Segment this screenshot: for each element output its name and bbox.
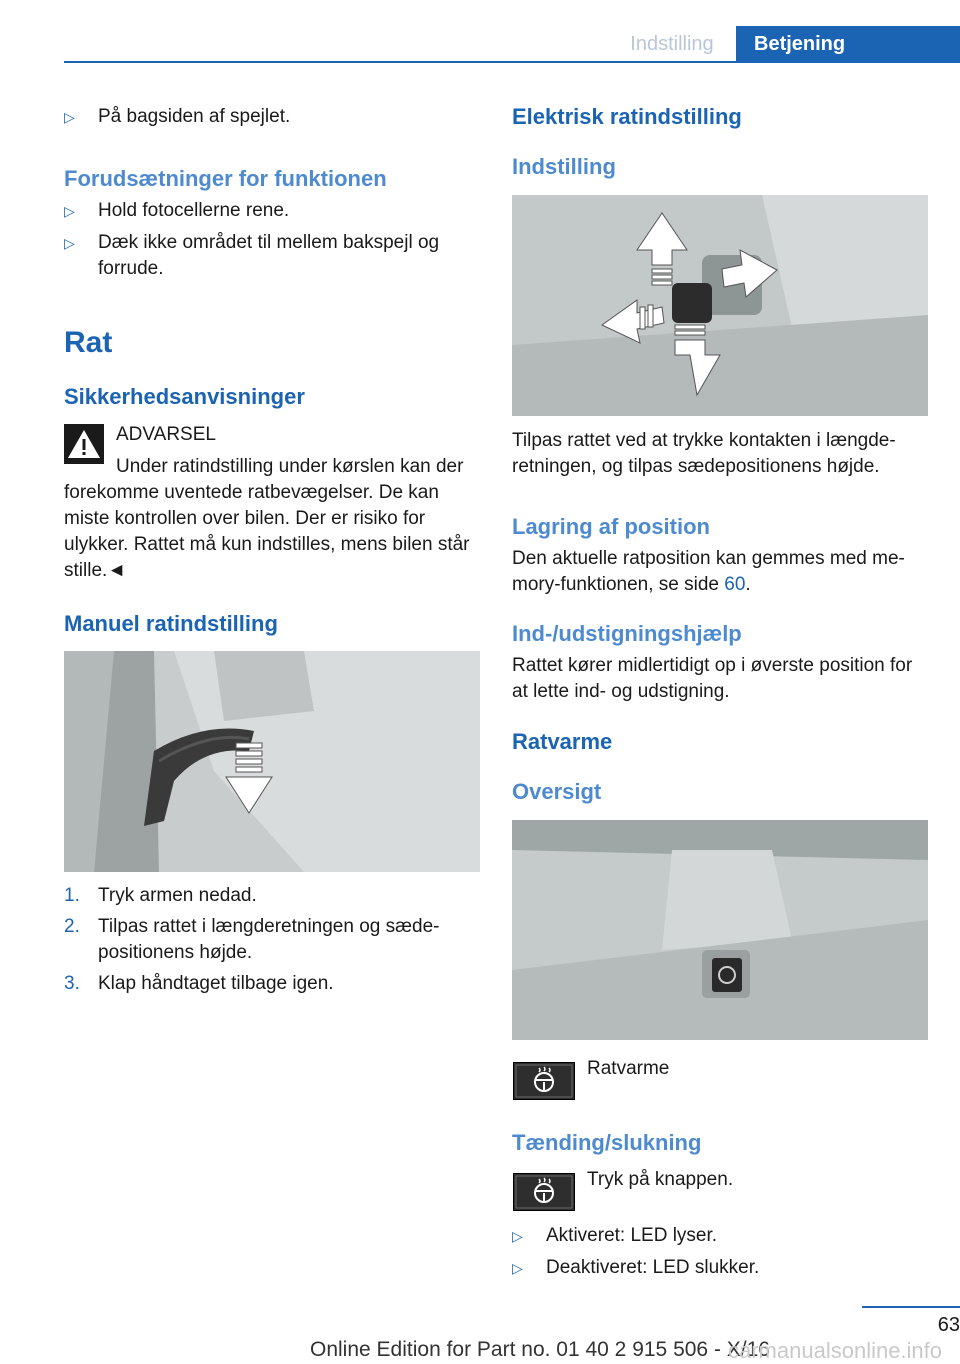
left-column (64, 104, 480, 130)
page-number: 63 (937, 1314, 960, 1336)
steering-wheel-heat-button-icon (513, 1173, 575, 1211)
header-chapter-tab: Betjening (736, 26, 960, 62)
header-rule (64, 61, 960, 63)
bullet-text: På bagsiden af spejlet. (98, 106, 291, 127)
step-item (64, 914, 480, 966)
list-item-text: Hold fotocellerne rene. (98, 200, 290, 221)
footer-rule (862, 1306, 960, 1308)
step-number: 3. (64, 973, 80, 994)
triangle-right-icon: ▷ (64, 235, 75, 251)
list-item (64, 230, 480, 282)
electric-adjust-illustration (512, 195, 928, 416)
entry-text: Rattet kører midlertidigt op i øverste position for at lette ind- og udstigning. (512, 655, 913, 702)
list-item-text: Aktiveret: LED lyser. (546, 1225, 718, 1246)
heat-button-image (512, 820, 928, 1040)
list-item-text: Dæk ikke området til mellem bakspejl og forrude. (98, 232, 440, 279)
triangle-right-icon: ▷ (64, 109, 75, 125)
heading-entry: Ind-/udstigningshjælp (512, 621, 742, 646)
adjust-text: Tilpas rattet ved at trykke kontakten i længderetningen, og tilpas sædepositionens højde. (512, 430, 896, 477)
heat-icon-label: Ratvarme (587, 1058, 670, 1079)
triangle-right-icon: ▷ (512, 1228, 523, 1244)
header-section-tab: Indstilling (630, 33, 714, 55)
step-number: 1. (64, 885, 80, 906)
step-text: Tilpas rattet i længderetningen og sædepositionens højde. (98, 916, 440, 963)
heading-safety: Sikkerhedsanvisninger (64, 384, 305, 409)
heading-overview: Oversigt (512, 779, 602, 804)
heading-manual: Manuel ratindstilling (64, 611, 278, 636)
heading-prereq: Forudsætninger for funktionen (64, 166, 387, 191)
electric-adjust-image (512, 195, 928, 416)
heading-electric: Elektrisk ratindstilling (512, 104, 742, 129)
heading-onoff: Tænding/slukning (512, 1130, 702, 1155)
step-text: Klap håndtaget tilbage igen. (98, 973, 334, 994)
step-item (64, 971, 480, 997)
heat-button-illustration (512, 820, 928, 1040)
list-item (512, 1255, 928, 1281)
warning-text: Under ratindstilling under kørslen kan der forekomme uventede ratbevægelser. De kan miste kontrollen over bilen. Der er risiko for ulykker. Rattet må kun indstilles, mens bilen står stille.◄ (64, 456, 470, 581)
watermark: carmanualsonline.info (728, 1338, 943, 1363)
step-item (64, 883, 480, 909)
manual-lever-image (64, 651, 480, 872)
memory-text-pre: Den aktuelle ratposition kan gemmes med memory-funktionen, se side (512, 548, 905, 595)
memory-text (512, 546, 932, 598)
step-text: Tryk armen nedad. (98, 885, 257, 906)
status-list (512, 1223, 928, 1281)
manual-lever-illustration (64, 651, 480, 872)
bullet-mirror (64, 104, 480, 130)
warning-label: ADVARSEL (116, 424, 216, 445)
step-number: 2. (64, 916, 80, 937)
heading-memory: Lagring af position (512, 514, 710, 539)
onoff-text: Tryk på knappen. (587, 1169, 734, 1190)
heading-heat: Ratvarme (512, 729, 613, 754)
triangle-right-icon: ▷ (512, 1260, 523, 1276)
list-item (64, 198, 480, 224)
steps-list (64, 883, 480, 997)
memory-text-post: . (745, 574, 751, 595)
heading-adjust: Indstilling (512, 154, 616, 179)
steering-wheel-heat-icon (513, 1062, 575, 1100)
list-item (512, 1223, 928, 1249)
page-link-60[interactable]: 60 (724, 574, 746, 595)
prereq-list (64, 198, 480, 282)
triangle-right-icon: ▷ (64, 203, 75, 219)
footer-edition: Online Edition for Part no. 01 40 2 915 506 - X/16 (310, 1338, 770, 1361)
heading-rat: Rat (64, 326, 113, 359)
list-item-text: Deaktiveret: LED slukker. (546, 1257, 760, 1278)
